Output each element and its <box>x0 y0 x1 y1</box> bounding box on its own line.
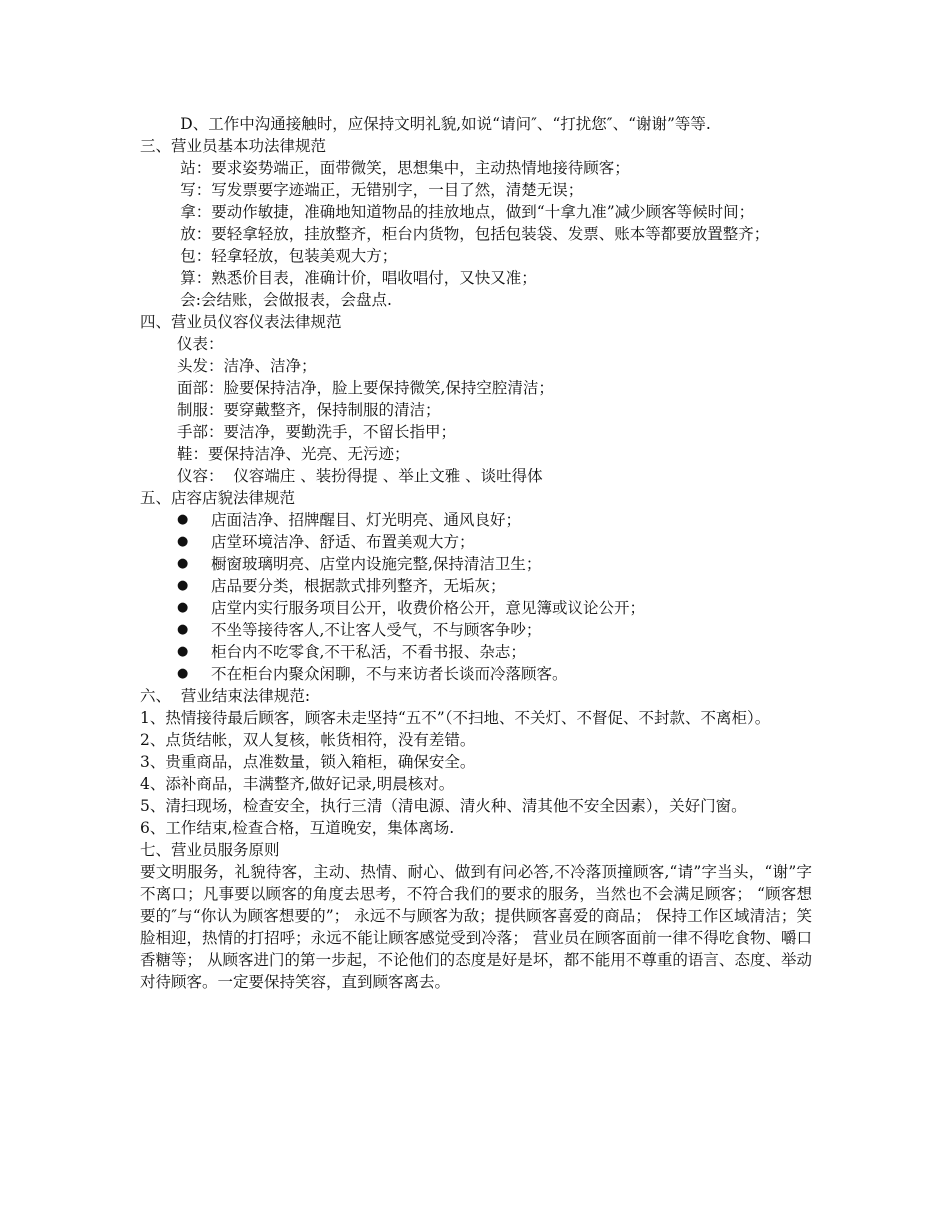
section-7-heading: 七、营业员服务原则 <box>140 841 280 859</box>
intro-paragraph: D、工作中沟通接触时，应保持文明礼貌,如说“请问″、“打扰您″、“谢谢”等等. <box>180 115 711 133</box>
section-3-item: 放：要轻拿轻放，挂放整齐，柜台内货物，包括包装袋、发票、账本等都要放置整齐； <box>180 225 770 243</box>
section-4-item: 手部：要洁净，要勤洗手，不留长指甲； <box>177 423 457 441</box>
list-item: ● 店堂环境洁净、舒适、布置美观大方； <box>177 533 475 551</box>
document-page <box>140 113 812 993</box>
list-item: ● 店品要分类，根据款式排列整齐，无垢灰； <box>177 577 506 595</box>
section-4-heading: 四、营业员仪容仪表法律规范 <box>140 313 342 331</box>
section-3-item: 写：写发票要字迹端正，无错别字，一目了然，清楚无误； <box>180 181 584 199</box>
section-6-heading: 六、 营业结束法律规范: <box>140 687 311 705</box>
section-5-heading: 五、店容店貌法律规范 <box>140 489 296 507</box>
section-3-item: 会:会结账，会做报表，会盘点. <box>180 291 392 309</box>
bullet-icon: ● <box>177 600 189 615</box>
section-4-item: 制服：要穿戴整齐，保持制服的清洁； <box>177 401 441 419</box>
section-7-body: 要文明服务，礼貌待客，主动、热情、耐心、做到有问必答,不冷落顶撞顾客,“请”字当头，“谢”字不离口；凡事要以顾客的角度去思考，不符合我们的要求的服务，当然也不会满足顾客； “顾客想要的″与“你认为顾客想要的”； 永远不与顾客为敌；提供顾客喜爱的商品； 保持工作区域清洁；笑脸相迎，热情的打招呼；永远不能让顾客感觉受到冷落； 营业员在顾客面前一律不得吃食物、嚼口香糖等； 从顾客进门的第一步起，不论他们的态度是好是坏，都不能用不尊重的语言、态度、举动对待顾客。一定要保持笑容，直到顾客离去。 <box>140 863 812 991</box>
section-3-item: 站：要求姿势端正，面带微笑，思想集中，主动热情地接待顾客； <box>180 159 630 177</box>
bullet-icon: ● <box>177 666 189 681</box>
section-3-item: 包：轻拿轻放，包装美观大方； <box>180 247 398 265</box>
bullet-icon: ● <box>177 534 189 549</box>
bullet-icon: ● <box>177 644 189 659</box>
bullet-icon: ● <box>177 622 189 637</box>
list-item: ● 不坐等接待客人,不让客人受气，不与顾客争吵； <box>177 621 542 639</box>
section-4-item: 面部：脸要保持洁净，脸上要保持微笑,保持空腔清洁； <box>177 379 554 397</box>
list-item: ● 不在柜台内聚众闲聊，不与来访者长谈而冷落顾客。 <box>177 665 568 683</box>
section-3-heading: 三、营业员基本功法律规范 <box>140 137 327 155</box>
section-4-item: 鞋：要保持洁净、光亮、无污迹； <box>177 445 410 463</box>
section-3-item: 算：熟悉价目表，准确计价，唱收唱付，又快又准； <box>180 269 537 287</box>
section-6-item: 1、热情接待最后顾客，顾客未走坚持“五不”（不扫地、不关灯、不督促、不封款、不离柜）。 <box>140 709 771 727</box>
section-4-item: 仪容： 仪容端庄 、装扮得提 、举止文雅 、谈吐得体 <box>177 467 543 485</box>
section-5-bullet-list <box>140 509 812 685</box>
list-item: ● 店堂内实行服务项目公开，收费价格公开，意见簿或议论公开； <box>177 599 646 617</box>
section-6-item: 2、点货结帐，双人复核，帐货相符，没有差错。 <box>140 731 476 749</box>
bullet-icon: ● <box>177 512 189 527</box>
list-item: ● 店面洁净、招牌醒目、灯光明亮、通风良好； <box>177 511 522 529</box>
list-item: ● 柜台内不吃零食,不干私活，不看书报、杂志； <box>177 643 526 661</box>
section-6-item: 4、添补商品，丰满整齐,做好记录,明晨核对。 <box>140 775 455 793</box>
section-6-item: 6、工作结束,检查合格，互道晚安，集体离场. <box>140 819 455 837</box>
list-item: ● 橱窗玻璃明亮、店堂内设施完整,保持清洁卫生； <box>177 555 542 573</box>
bullet-icon: ● <box>177 578 189 593</box>
section-6-item: 3、贵重商品，点准数量，锁入箱柜，确保安全。 <box>140 753 476 771</box>
section-3-item: 拿：要动作敏捷，准确地知道物品的挂放地点，做到“十拿九准”减少顾客等候时间； <box>180 203 755 221</box>
bullet-icon: ● <box>177 556 189 571</box>
section-6-item: 5、清扫现场，检查安全，执行三清（清电源、清火种、清其他不安全因素），关好门窗。 <box>140 797 747 815</box>
section-4-item: 头发：洁净、洁净； <box>177 357 317 375</box>
section-4-item: 仪表： <box>177 335 224 353</box>
